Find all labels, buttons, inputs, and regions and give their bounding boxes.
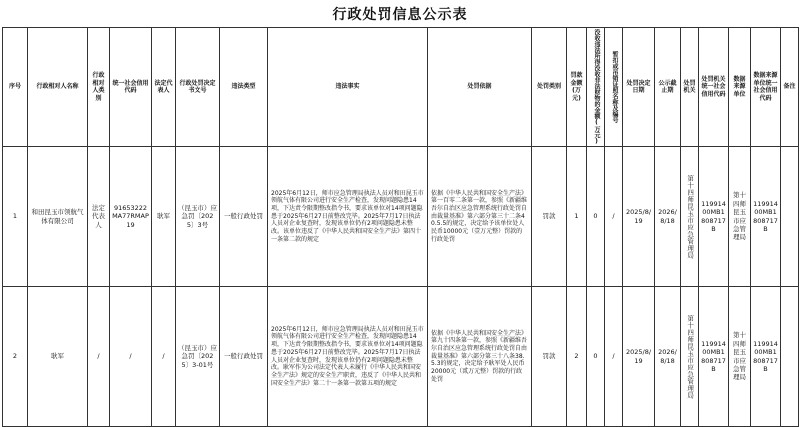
header-source-unit: 数据来源单位	[729, 28, 751, 147]
cell-license: /	[605, 147, 623, 287]
cell-source-unit: 第十四师昆玉市应急管理局	[729, 147, 751, 287]
cell-confiscation: 0	[587, 147, 605, 287]
header-basis: 处罚依据	[428, 28, 532, 147]
cell-penalty-type: 罚款	[532, 287, 567, 427]
header-fine: 罚款金额(万元)	[567, 28, 587, 147]
cell-source-unit: 第十四师昆玉市应急管理局	[729, 287, 751, 427]
header-credit-code: 统一社会信用代码	[110, 28, 152, 147]
cell-violation-type: 一般行政处罚	[220, 147, 268, 287]
header-doc-no: 行政处罚决定书文号	[176, 28, 220, 147]
header-fact: 违法事实	[268, 28, 428, 147]
cell-authority-text: 第十四师昆玉市应急管理局	[686, 174, 695, 259]
cell-doc-no: （昆玉市）应急罚〔2025〕3号	[176, 147, 220, 287]
cell-source-code: 11991400MB1808717B	[751, 287, 781, 427]
cell-basis: 依据《中华人民共和国安全生产法》第一百零二条第一款，参照《新疆维吾尔自治区应急管理系统行政处罚自由裁量基准》第六部分第三十二条40.5.5的规定，决定给予该单位处人民币10000元（壹万元整）罚款的行政处罚	[428, 147, 532, 287]
cell-index: 1	[3, 147, 28, 287]
header-remark: 备注	[781, 28, 799, 147]
table-row	[3, 287, 799, 427]
header-confiscation-text: 没收违法所得没收非法财物的金额(万元)	[592, 29, 600, 145]
cell-fact: 2025年6月12日，师市应急管理局执法人员对和田昆玉市领航气体有限公司进行安全生产检查，发现问题隐患14项，下达责令限期整改指令书，要求该单位对14项问题隐患于2025年6月27日前整改完毕。2025年7月17日执法人员对企业复查时，发现该单位仍有2项问题隐患未整改。该单位违反了《中华人民共和国安全生产法》第四十一条第二款的规定	[268, 147, 428, 287]
header-license	[605, 28, 623, 147]
cell-decision-date: 2025/8/19	[623, 287, 655, 427]
cell-name: 耿军	[28, 287, 88, 427]
cell-legal-rep: 耿军	[152, 147, 176, 287]
cell-credit-code: 91653222MA77RMAP19	[110, 147, 152, 287]
cell-confiscation: 0	[587, 287, 605, 427]
cell-violation-type: 一般行政处罚	[220, 287, 268, 427]
header-publicity-end: 公示截止期	[655, 28, 681, 147]
header-penalty-type: 处罚类别	[532, 28, 567, 147]
cell-authority-text: 第十四师昆玉市应急管理局	[686, 314, 695, 399]
header-category: 行政相对人类别	[88, 28, 110, 147]
header-legal-rep: 法定代表人	[152, 28, 176, 147]
cell-name: 和田昆玉市领航气体有限公司	[28, 147, 88, 287]
cell-remark	[781, 147, 799, 287]
cell-index: 2	[3, 287, 28, 427]
cell-authority	[681, 147, 699, 287]
header-authority-code: 处罚机关统一社会信用代码	[699, 28, 729, 147]
cell-legal-rep: /	[152, 287, 176, 427]
header-authority: 处罚机关	[681, 28, 699, 147]
cell-basis: 依据《中华人民共和国安全生产法》第九十四条第一款，参照《新疆维吾尔自治区应急管理系统行政处罚自由裁量基准》第六部分第三十八条38.5.3的规定，决定给予耿军处人民币20000元（贰万元整）罚款的行政处罚	[428, 287, 532, 427]
header-confiscation	[587, 28, 605, 147]
cell-authority-code: 11991400MB1808717B	[699, 287, 729, 427]
header-row	[3, 28, 799, 147]
cell-license: /	[605, 287, 623, 427]
cell-source-code: 11991400MB1808717B	[751, 147, 781, 287]
cell-remark	[781, 287, 799, 427]
cell-doc-no: （昆玉市）应急罚〔2025〕3-01号	[176, 287, 220, 427]
table-row	[3, 147, 799, 287]
cell-publicity-end: 2026/8/18	[655, 287, 681, 427]
cell-fine: 2	[567, 287, 587, 427]
cell-category: /	[88, 287, 110, 427]
header-decision-date: 处罚决定日期	[623, 28, 655, 147]
cell-publicity-end: 2026/8/18	[655, 147, 681, 287]
cell-category: 法定代表人	[88, 147, 110, 287]
header-index: 序号	[3, 28, 28, 147]
header-violation-type: 违法类型	[220, 28, 268, 147]
cell-credit-code: /	[110, 287, 152, 427]
cell-authority	[681, 287, 699, 427]
page-title: 行政处罚信息公示表	[332, 7, 468, 23]
header-source-code: 数据来源单位统一社会信用代码	[751, 28, 781, 147]
cell-fact: 2025年6月12日，师市应急管理局执法人员对和田昆玉市领航气体有限公司进行安全生产检查，发现问题隐患14项，下达责令限期整改指令书，要求该单位对14项问题隐患于2025年6月27日前整改完毕。2025年7月17日执法人员对企业复查时，发现该单位仍有2项问题隐患未整改。耿军作为公司法定代表人未履行《中华人民共和国安全生产法》规定的安全生产职责，违反了《中华人民共和国安全生产法》第二十一条第一款第五项的规定	[268, 287, 428, 427]
cell-authority-code: 11991400MB1808717B	[699, 147, 729, 287]
cell-penalty-type: 罚款	[532, 147, 567, 287]
cell-decision-date: 2025/8/19	[623, 147, 655, 287]
header-license-text: 暂扣或吊销证照名称及编号	[610, 51, 618, 123]
cell-fine: 1	[567, 147, 587, 287]
header-name: 行政相对人名称	[28, 28, 88, 147]
penalty-table	[2, 27, 799, 427]
